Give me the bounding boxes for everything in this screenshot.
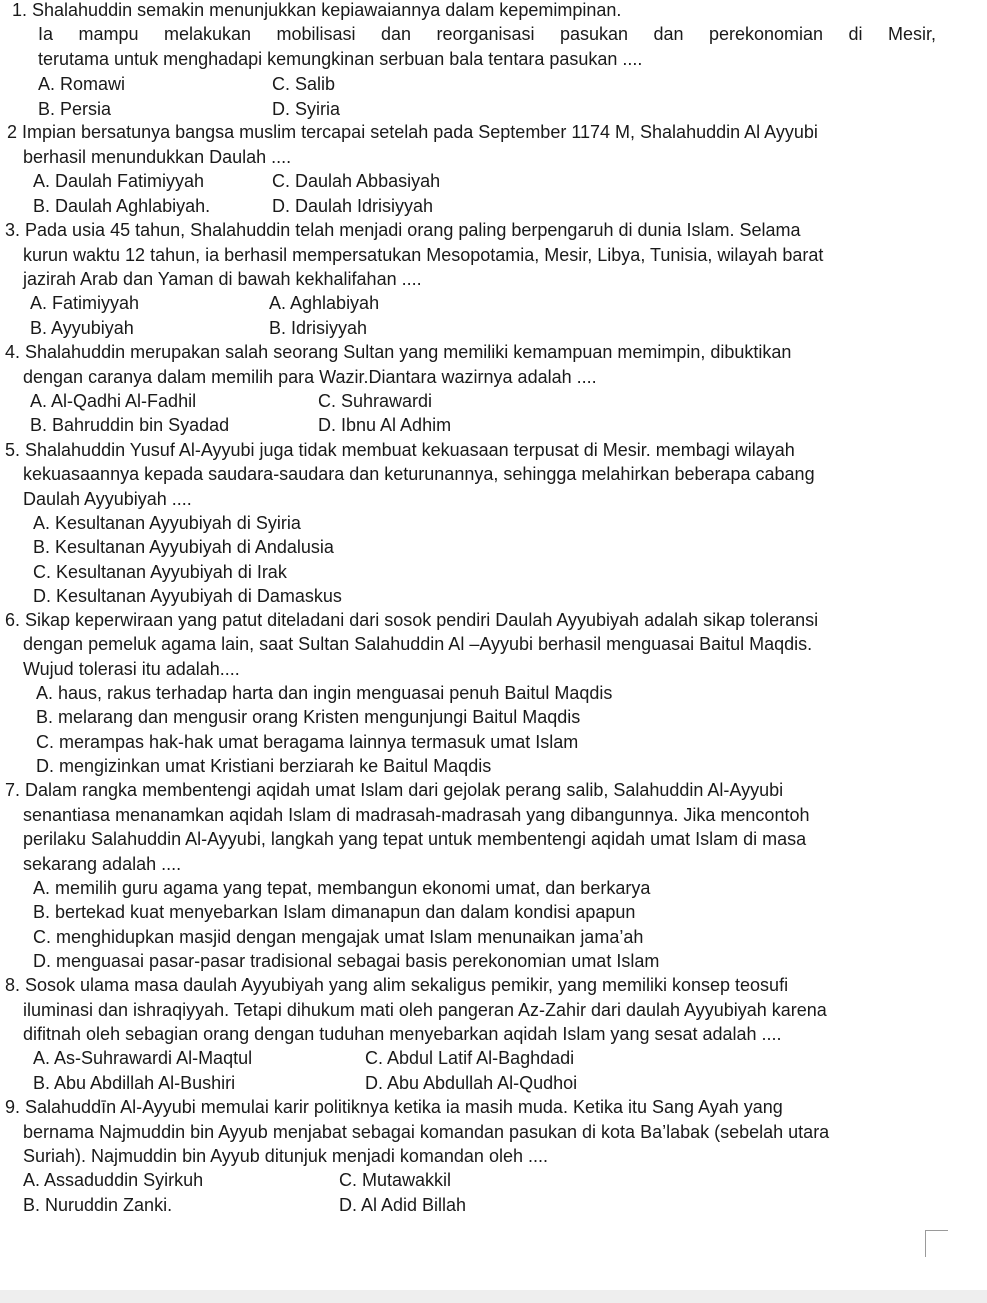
question-7-text-line: sekarang adalah ....	[23, 854, 182, 874]
question-2-option: A. Daulah Fatimiyyah	[33, 171, 205, 191]
corner-bracket-mark	[925, 1230, 948, 1257]
question-5-option: C. Kesultanan Ayyubiyah di Irak	[33, 562, 287, 582]
question-7-text-line: 7. Dalam rangka membentengi aqidah umat Islam dari gejolak perang salib, Salahuddin Al-Ayyubi	[5, 780, 784, 800]
bottom-strip	[0, 1290, 987, 1303]
question-6-option: C. merampas hak-hak umat beragama lainnya termasuk umat Islam	[36, 732, 579, 752]
question-1-option: D. Syiria	[272, 99, 341, 119]
question-9-option: B. Nuruddin Zanki.	[23, 1195, 173, 1215]
question-2-text-line: berhasil menundukkan Daulah ....	[23, 147, 292, 167]
question-5-text-line: 5. Shalahuddin Yusuf Al-Ayyubi juga tidak membuat kekuasaan terpusat di Mesir. membagi wilayah	[5, 440, 795, 460]
question-4-option: D. Ibnu Al Adhim	[318, 415, 452, 435]
question-3-text-line: 3. Pada usia 45 tahun, Shalahuddin telah menjadi orang paling berpengaruh di dunia Islam. Selama	[5, 220, 801, 240]
question-2-option: D. Daulah Idrisiyyah	[272, 196, 434, 216]
question-6-text-line: dengan pemeluk agama lain, saat Sultan Salahuddin Al –Ayyubi berhasil menguasai Baitul Maqdis.	[23, 634, 813, 654]
question-7-option: C. menghidupkan masjid dengan mengajak umat Islam menunaikan jama’ah	[33, 927, 644, 947]
question-4-text-line: dengan caranya dalam memilih para Wazir.Diantara wazirnya adalah ....	[23, 367, 597, 387]
question-6-text-line: 6. Sikap keperwiraan yang patut diteladani dari sosok pendiri Daulah Ayyubiyah adalah sikap toleransi	[5, 610, 819, 630]
question-6-option: A. haus, rakus terhadap harta dan ingin menguasai penuh Baitul Maqdis	[36, 683, 613, 703]
question-1-option: C. Salib	[272, 74, 336, 94]
question-9-text-line: Suriah). Najmuddin bin Ayyub ditunjuk menjadi komandan oleh ....	[23, 1146, 548, 1166]
question-6-option: B. melarang dan mengusir orang Kristen mengunjungi Baitul Maqdis	[36, 707, 581, 727]
question-7-text-line: perilaku Salahuddin Al-Ayyubi, langkah yang tepat untuk membentengi aqidah umat Islam di masa	[23, 829, 807, 849]
question-9-option: D. Al Adid Billah	[339, 1195, 467, 1215]
question-4-text-line: 4. Shalahuddin merupakan salah seorang Sultan yang memiliki kemampuan memimpin, dibuktikan	[5, 342, 792, 362]
question-8-option: B. Abu Abdillah Al-Bushiri	[33, 1073, 236, 1093]
question-3-option: B. Ayyubiyah	[30, 318, 134, 338]
question-7-option: B. bertekad kuat menyebarkan Islam dimanapun dan dalam kondisi apapun	[33, 902, 636, 922]
question-5-text-line: Daulah Ayyubiyah ....	[23, 489, 192, 509]
question-4-option: A. Al-Qadhi Al-Fadhil	[30, 391, 197, 411]
question-9-text-line: bernama Najmuddin bin Ayyub menjabat sebagai komandan pasukan di kota Ba’labak (sebelah utara	[23, 1122, 830, 1142]
question-4-option: C. Suhrawardi	[318, 391, 433, 411]
question-1-text-line: 1. Shalahuddin semakin menunjukkan kepiawaiannya dalam kepemimpinan.	[12, 0, 622, 20]
question-5-text-line: kekuasaannya kepada saudara-saudara dan keturunannya, sehingga melahirkan beberapa cabang	[23, 464, 815, 484]
question-5-option: A. Kesultanan Ayyubiyah di Syiria	[33, 513, 301, 533]
question-8-text-line: difitnah oleh sebagian orang dengan tuduhan menyebarkan aqidah Islam yang sesat adalah ....	[23, 1024, 782, 1044]
question-8-option: D. Abu Abdullah Al-Qudhoi	[365, 1073, 578, 1093]
question-7-option: A. memilih guru agama yang tepat, membangun ekonomi umat, dan berkarya	[33, 878, 651, 898]
question-5-option: B. Kesultanan Ayyubiyah di Andalusia	[33, 537, 334, 557]
question-6-text-line: Wujud tolerasi itu adalah....	[23, 659, 240, 679]
question-8-option: C. Abdul Latif Al-Baghdadi	[365, 1048, 575, 1068]
question-8-option: A. As-Suhrawardi Al-Maqtul	[33, 1048, 253, 1068]
question-4-option: B. Bahruddin bin Syadad	[30, 415, 230, 435]
question-3-option: A. Aghlabiyah	[269, 293, 380, 313]
question-2-option: C. Daulah Abbasiyah	[272, 171, 441, 191]
question-8-text-line: iluminasi dan ishraqiyyah. Tetapi dihukum mati oleh pangeran Az-Zahir dari daulah Ayyubiyah karena	[23, 1000, 827, 1020]
question-3-text-line: jazirah Arab dan Yaman di bawah kekhalifahan ....	[23, 269, 422, 289]
question-6-option: D. mengizinkan umat Kristiani berziarah ke Baitul Maqdis	[36, 756, 492, 776]
question-9-option: C. Mutawakkil	[339, 1170, 452, 1190]
question-3-text-line: kurun waktu 12 tahun, ia berhasil mempersatukan Mesopotamia, Mesir, Libya, Tunisia, wilayah barat	[23, 245, 824, 265]
question-5-option: D. Kesultanan Ayyubiyah di Damaskus	[33, 586, 342, 606]
question-7-option: D. menguasai pasar-pasar tradisional sebagai basis perekonomian umat Islam	[33, 951, 660, 971]
question-1-option: A. Romawi	[38, 74, 126, 94]
question-1-text-line: Ia mampu melakukan mobilisasi dan reorganisasi pasukan dan perekonomian di Mesir,	[38, 24, 936, 44]
question-3-option: B. Idrisiyyah	[269, 318, 368, 338]
question-9-option: A. Assaduddin Syirkuh	[23, 1170, 204, 1190]
question-1-option: B. Persia	[38, 99, 112, 119]
question-7-text-line: senantiasa menanamkan aqidah Islam di madrasah-madrasah yang dibangunnya. Jika mencontoh	[23, 805, 810, 825]
question-8-text-line: 8. Sosok ulama masa daulah Ayyubiyah yang alim sekaligus pemikir, yang memiliki konsep teosufi	[5, 975, 789, 995]
question-1-text-line: terutama untuk menghadapi kemungkinan serbuan bala tentara pasukan ....	[38, 49, 643, 69]
question-2-option: B. Daulah Aghlabiyah.	[33, 196, 211, 216]
question-2-text-line: 2 Impian bersatunya bangsa muslim tercapai setelah pada September 1174 M, Shalahuddin Al Ayyubi	[7, 122, 818, 142]
question-9-text-line: 9. Salahuddīn Al-Ayyubi memulai karir politiknya ketika ia masih muda. Ketika itu Sang Ayah yang	[5, 1097, 783, 1117]
question-3-option: A. Fatimiyyah	[30, 293, 140, 313]
